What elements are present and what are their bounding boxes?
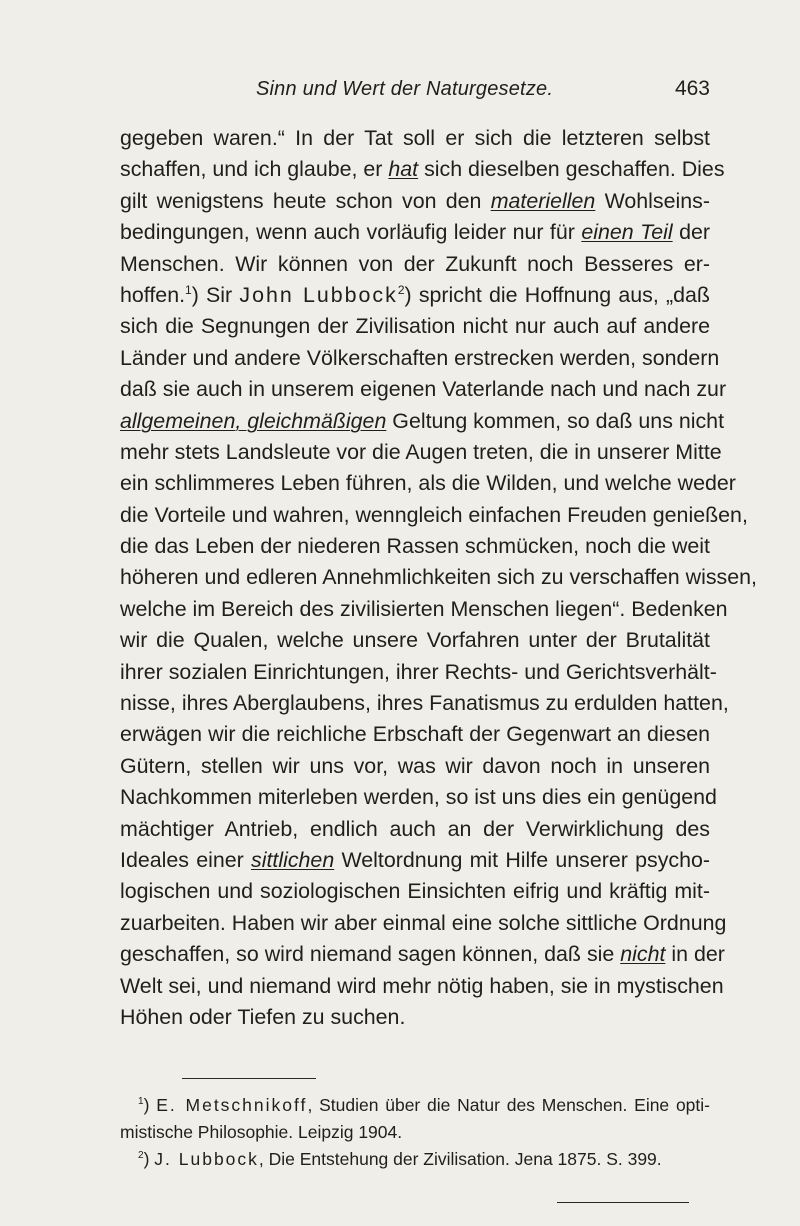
footnote-divider	[182, 1078, 316, 1079]
footnote-1: $^1$) E. Metschnikoff, Studien über die Natur des Menschen. Eine opti-	[138, 1095, 710, 1115]
text-line: Länder und andere Völkerschaften erstrecken werden, sondern	[120, 345, 720, 370]
text-line: gegeben waren.“ In der Tat soll er sich die letzteren selbst	[120, 126, 710, 150]
footnote-marker: 1	[138, 1096, 144, 1107]
emphasis-word: nicht	[620, 942, 666, 967]
emphasis-word: sittlichen	[251, 847, 335, 872]
text-line: mächtiger Antrieb, endlich auch an der Verwirklichung des	[120, 816, 710, 841]
text-line: bedingungen, wenn auch vorläufig leider nur für einen Teil der	[120, 220, 710, 245]
footnote-2: $^2$) J. Lubbock, Die Entstehung der Zivilisation. Jena 1875. S. 399.	[138, 1149, 662, 1169]
page-header	[120, 78, 710, 108]
text-line: welche im Bereich des zivilisierten Menschen liegen“. Bedenken	[120, 596, 728, 621]
text-line: erwägen wir die reichliche Erbschaft der Gegenwart an diesen	[120, 722, 710, 747]
text-line: nisse, ihres Aberglaubens, ihres Fanatismus zu erdulden hatten,	[120, 691, 729, 716]
text-line: Menschen. Wir können von der Zukunft noch Besseres er-	[120, 251, 710, 276]
emphasis-word: hat	[388, 157, 419, 182]
footnotes	[120, 1092, 710, 1173]
text-line: ein schlimmeres Leben führen, als die Wilden, und welche weder	[120, 471, 736, 496]
text-line: zuarbeiten. Haben wir aber einmal eine solche sittliche Ordnung	[120, 910, 727, 935]
text-line: höheren und edleren Annehmlichkeiten sich zu verschaffen wissen,	[120, 565, 757, 590]
text-line: geschaffen, so wird niemand sagen können, daß sie nicht in der	[120, 942, 725, 967]
text-line: wir die Qualen, welche unsere Vorfahren unter der Brutalität	[120, 628, 710, 653]
emphasis-word: einen Teil	[581, 220, 673, 245]
text-line: Gütern, stellen wir uns vor, was wir davon noch in unseren	[120, 753, 710, 778]
footnote-author: E. Metschnikoff	[156, 1095, 308, 1115]
text-line: gilt wenigstens heute schon von den materiellen Wohlseins-	[120, 188, 710, 213]
text-line: Nachkommen miterleben werden, so ist uns dies ein genügend	[120, 785, 717, 810]
page-number: 463	[674, 77, 710, 100]
text-line: daß sie auch in unserem eigenen Vaterlande nach und nach zur	[120, 377, 727, 402]
footnote-author: J. Lubbock	[154, 1149, 259, 1169]
text-line: mehr stets Landsleute vor die Augen treten, die in unserer Mitte	[120, 439, 722, 464]
text-line: sich die Segnungen der Zivilisation nicht nur auch auf andere	[120, 314, 710, 339]
text-line-last: Höhen oder Tiefen zu suchen.	[120, 1004, 406, 1029]
emphasis-word: allgemeinen, gleichmäßigen	[120, 408, 387, 433]
footnote-ref: 1	[185, 282, 192, 297]
text-line: Ideales einer sittlichen Weltordnung mit Hilfe unserer psycho-	[120, 847, 710, 872]
text-line: allgemeinen, gleichmäßigen Geltung kommen, so daß uns nicht	[120, 408, 725, 433]
bottom-divider	[557, 1202, 689, 1203]
main-text	[120, 123, 757, 1033]
running-title: Sinn und Wert der Naturgesetze.	[256, 78, 554, 100]
text-line: Welt sei, und niemand wird mehr nötig haben, sie in mystischen	[120, 973, 724, 998]
text-line: hoffen.$^1$) Sir John Lubbock$^2$) spricht die Hoffnung aus, „daß	[120, 282, 710, 307]
footnote-marker: 2	[138, 1150, 144, 1161]
emphasis-word: materiellen	[490, 188, 596, 213]
text-line: die Vorteile und wahren, wenngleich einfachen Freuden genießen,	[120, 502, 748, 527]
text-line: ihrer sozialen Einrichtungen, ihrer Rechts- und Gerichtsverhält-	[120, 659, 717, 684]
footnote-1-continuation: mistische Philosophie. Leipzig 1904.	[120, 1122, 403, 1142]
footnote-ref: 2	[397, 282, 405, 297]
author-name: John Lubbock	[239, 282, 398, 307]
text-line: die das Leben der niederen Rassen schmücken, noch die weit	[120, 534, 710, 559]
text-line: schaffen, und ich glaube, er hat sich dieselben geschaffen. Dies	[120, 157, 725, 182]
text-line: logischen und soziologischen Einsichten eifrig und kräftig mit-	[120, 879, 710, 904]
